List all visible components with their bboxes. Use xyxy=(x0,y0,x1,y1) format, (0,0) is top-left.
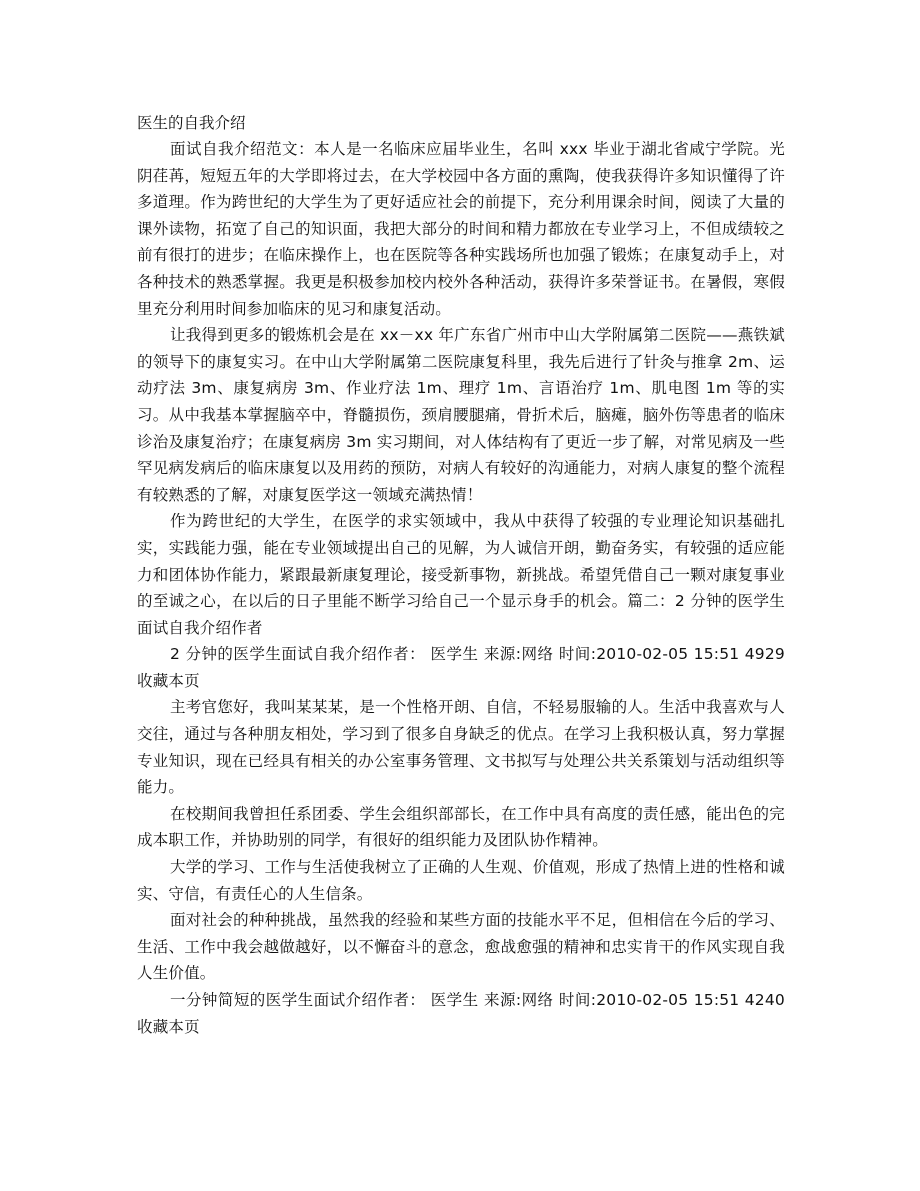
paragraph-challenges: 面对社会的种种挑战，虽然我的经验和某些方面的技能水平不足，但相信在今后的学习、生活、工作中我会越做越好，以不懈奋斗的意念，愈战愈强的精神和忠实肯干的作风实现自我人生价值。 xyxy=(137,911,785,983)
paragraph-campus-roles: 在校期间我曾担任系团委、学生会组织部部长，在工作中具有高度的责任感，能出色的完成本职工作，并协助别的同学，有很好的组织能力及团队协作精神。 xyxy=(137,804,785,850)
paragraph-intro: 面试自我介绍范文：本人是一名临床应届毕业生，名叫 xxx 毕业于湖北省咸宁学院。光阴荏苒，短短五年的大学即将过去，在大学校园中各方面的熏陶，使我获得许多知识懂得了许多道理。作为跨世纪的大学生为了更好适应社会的前提下，充分利用课余时间，阅读了大量的课外读物，拓宽了自己的知识面，我把大部分的时间和精力都放在专业学习上，不但成绩较之前有很打的进步；在临床操作上，也在医院等各种实践场所也加强了锻炼；在康复动手上，对各种技术的熟悉掌握。我更是积极参加校内校外各种活动，获得许多荣誉证书。在暑假，寒假里充分利用时间参加临床的见习和康复活动。 xyxy=(137,140,785,318)
document-title: 医生的自我介绍 xyxy=(137,114,246,132)
document-page xyxy=(137,110,785,1040)
paragraph-values: 大学的学习、工作与生活使我树立了正确的人生观、价值观，形成了热情上进的性格和诚实、守信，有责任心的人生信条。 xyxy=(137,858,785,903)
paragraph-internship: 让我得到更多的锻炼机会是在 xx－xx 年广东省广州市中山大学附属第二医院——燕铁斌的领导下的康复实习。在中山大学附属第二医院康复科里，我先后进行了针灸与推拿 2m、运动疗法 3m、康复病房 3m、作业疗法 1m、理疗 1m、言语治疗 1m、肌电图 1m 等的实习。从中我基本掌握脑卒中，脊髓损伤，颈肩腰腿痛，骨折术后，脑瘫，脑外伤等患者的临床诊治及康复治疗；在康复病房 3m 实习期间，对人体结构有了更近一步了解，对常见病及一些罕见病发病后的临床康复以及用药的预防，对病人有较好的沟通能力，对病人康复的整个流程有较熟悉的了解，对康复医学这一领域充满热情！ xyxy=(137,326,785,504)
paragraph-summary: 作为跨世纪的大学生，在医学的求实领域中，我从中获得了较强的专业理论知识基础扎实，实践能力强，能在专业领域提出自己的见解，为人诚信开朗，勤奋务实，有较强的适应能力和团体协作能力，紧跟最新康复理论，接受新事物，新挑战。希望凭借自己一颗对康复事业的至诚之心，在以后的日子里能不断学习给自己一个显示身手的机会。篇二：2 分钟的医学生面试自我介绍作者 xyxy=(137,512,785,637)
paragraph-greeting: 主考官您好，我叫某某某，是一个性格开朗、自信，不轻易服输的人。生活中我喜欢与人交往，通过与各种朋友相处，学习到了很多自身缺乏的优点。在学习上我积极认真，努力掌握专业知识，现在已经具有相关的办公室事务管理、文书拟写与处理公共关系策划与活动组织等能力。 xyxy=(137,698,785,797)
article-meta-line: 2 分钟的医学生面试自我介绍作者： 医学生 来源:网络 时间:2010-02-05 15:51 4929 收藏本页 xyxy=(137,645,785,690)
article-meta-line-2: 一分钟简短的医学生面试介绍作者： 医学生 来源:网络 时间:2010-02-05 15:51 4240 收藏本页 xyxy=(137,991,785,1036)
